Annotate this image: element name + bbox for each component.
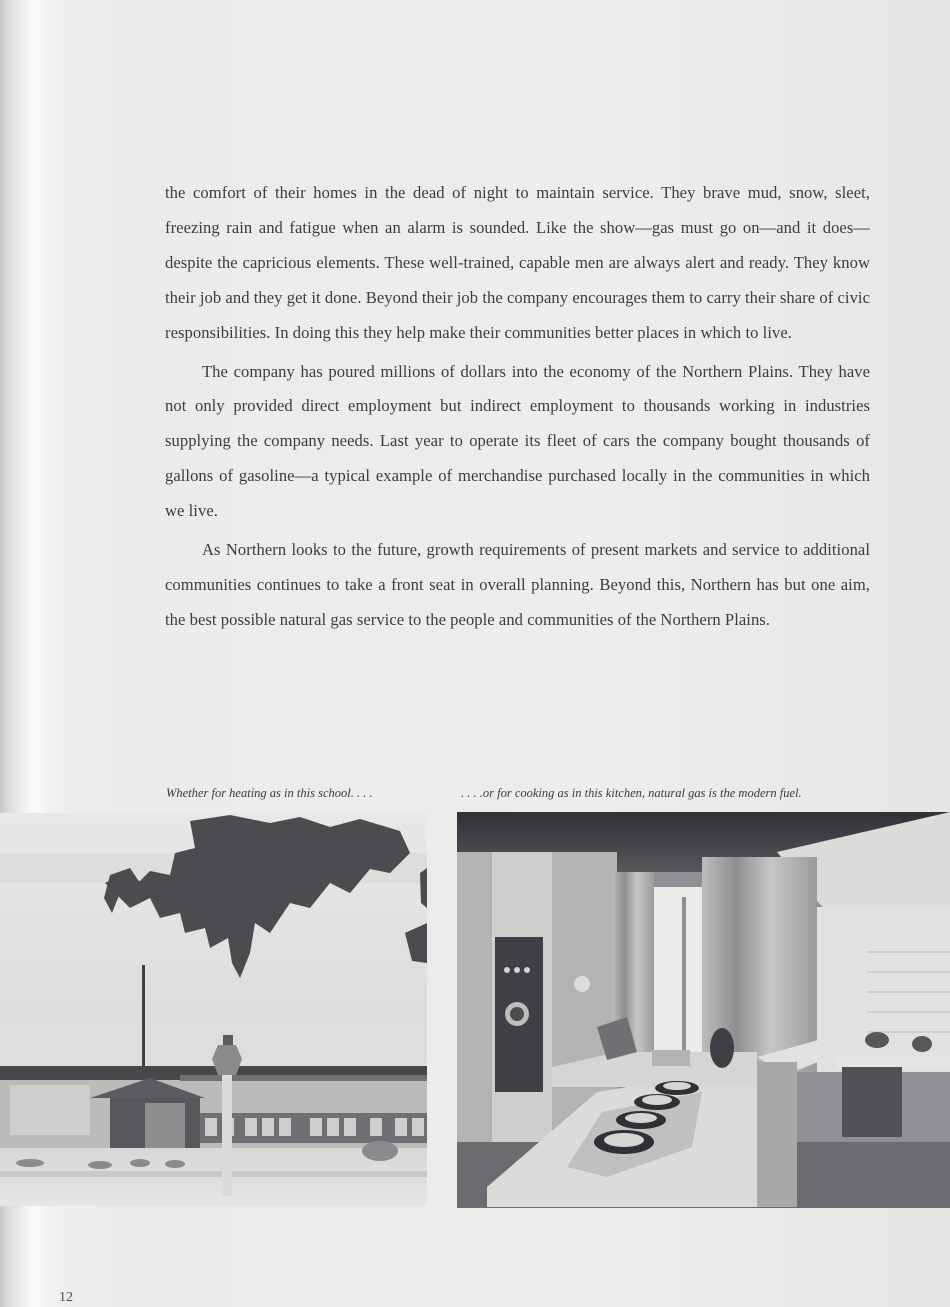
sign-post	[222, 1068, 232, 1196]
body-text	[165, 176, 870, 642]
caption-kitchen: . . . .or for cooking as in this kitchen, natural gas is the modern fuel.	[461, 786, 802, 800]
paragraph-3: As Northern looks to the future, growth requirements of present markets and service to additional communities continues to take a front seat in overall planning. Beyond this, Northern has but one aim, the best possible natural gas service to the people and communities of the Northern Plains.	[165, 540, 870, 629]
caption-school: Whether for heating as in this school. . . .	[166, 786, 373, 800]
paragraph-1: the comfort of their homes in the dead of night to maintain service. They brave mud, snow, sleet, freezing rain and fatigue when an alarm is sounded. Like the show—gas must go on—and it does—despite the capricious elements. These well-trained, capable men are always alert and ready. They know their job and they get it done. Beyond their job the company encourages them to carry their share of civic responsibilities. In doing this they help make their communities better places in which to live.	[165, 183, 870, 342]
paragraph-2: The company has poured millions of dollars into the economy of the Northern Plains. They have not only provided direct employment but indirect employment to thousands working in industries supplying the company needs. Last year to operate its fleet of cars the company bought thousands of gallons of gasoline—a typical example of merchandise purchased locally in the communities in which we live.	[165, 361, 870, 521]
kitchen-photo	[457, 812, 950, 1208]
coffee-pot	[710, 1028, 734, 1068]
page-number: 12	[59, 1290, 73, 1305]
toaster	[652, 1050, 690, 1066]
school-building	[0, 1066, 427, 1153]
dining-chair	[842, 1067, 902, 1137]
school-photo	[0, 813, 427, 1206]
road-sign	[212, 1045, 242, 1075]
